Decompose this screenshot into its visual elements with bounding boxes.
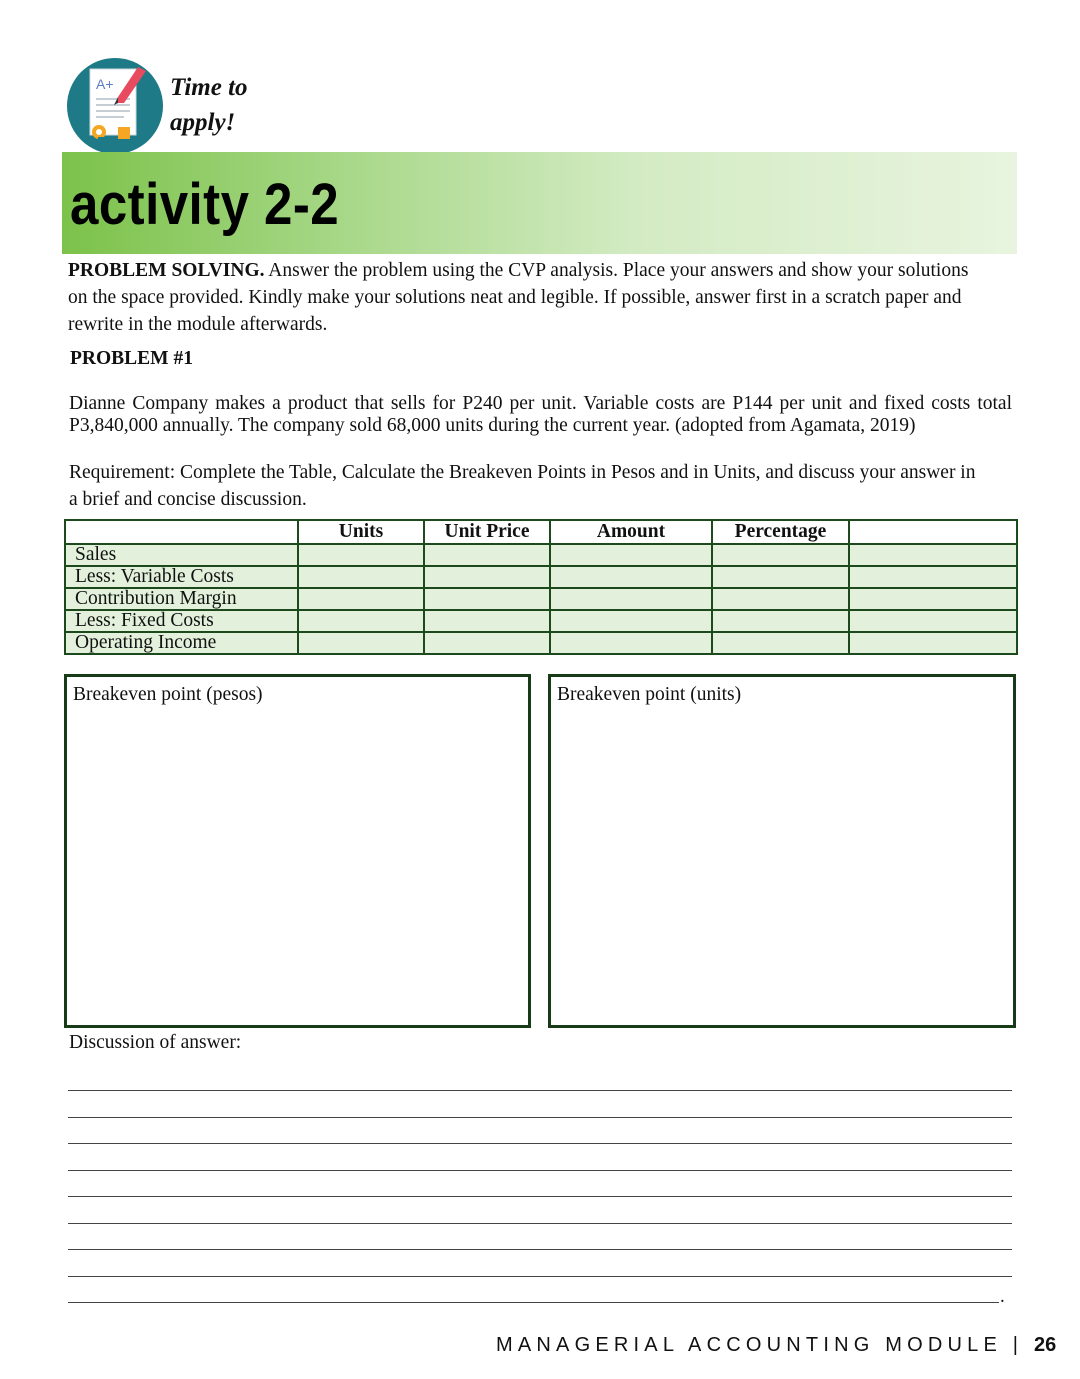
- answer-cell[interactable]: [298, 544, 424, 566]
- answer-cell[interactable]: [712, 588, 849, 610]
- discussion-line[interactable]: [68, 1223, 1012, 1224]
- answer-cell[interactable]: [424, 544, 550, 566]
- discussion-line[interactable]: [68, 1143, 1012, 1144]
- answer-cell[interactable]: [550, 588, 712, 610]
- table-row: [65, 588, 1017, 610]
- breakeven-pesos-box[interactable]: [64, 674, 531, 1028]
- answer-cell[interactable]: [424, 632, 550, 654]
- answer-cell[interactable]: [849, 632, 1017, 654]
- answer-cell[interactable]: [550, 566, 712, 588]
- row-label-variable-costs: Less: Variable Costs: [65, 566, 298, 588]
- table-header-unit-price: Unit Price: [424, 520, 550, 544]
- instructions-lead: PROBLEM SOLVING.: [68, 260, 265, 281]
- grade-mark: A+: [96, 76, 114, 92]
- breakeven-units-label: Breakeven point (units): [557, 684, 742, 705]
- answer-cell[interactable]: [849, 566, 1017, 588]
- table-header-amount: Amount: [550, 520, 712, 544]
- answer-cell[interactable]: [550, 632, 712, 654]
- row-label-sales: Sales: [65, 544, 298, 566]
- answer-cell[interactable]: [849, 588, 1017, 610]
- answer-cell[interactable]: [849, 544, 1017, 566]
- discussion-label: Discussion of answer:: [69, 1032, 242, 1053]
- discussion-line[interactable]: [68, 1117, 1012, 1118]
- footer-separator: |: [1002, 1334, 1034, 1356]
- table-row: [65, 610, 1017, 632]
- row-label-fixed-costs: Less: Fixed Costs: [65, 610, 298, 632]
- breakeven-pesos-label: Breakeven point (pesos): [73, 684, 263, 705]
- table-row: [65, 632, 1017, 654]
- answer-cell[interactable]: [712, 544, 849, 566]
- breakeven-units-box[interactable]: [548, 674, 1016, 1028]
- tagline: [170, 70, 248, 140]
- tagline-line1: Time to: [170, 74, 248, 101]
- problem-text: Dianne Company makes a product that sells for P240 per unit. Variable costs are P144 per unit and fixed costs total P3,840,000 annually. The company sold 68,000 units during the current year. (adopted from Agamata, 2019): [69, 393, 1012, 436]
- cvp-table: [64, 519, 1018, 655]
- answer-cell[interactable]: [424, 566, 550, 588]
- certificate-icon: [66, 57, 164, 155]
- table-header-units: Units: [298, 520, 424, 544]
- answer-cell[interactable]: [712, 632, 849, 654]
- answer-cell[interactable]: [550, 610, 712, 632]
- answer-cell[interactable]: [550, 544, 712, 566]
- discussion-line[interactable]: [68, 1276, 1012, 1277]
- table-header-row: [65, 520, 1017, 544]
- discussion-line[interactable]: [68, 1196, 1012, 1197]
- discussion-line[interactable]: [68, 1170, 1012, 1171]
- instructions: [68, 257, 980, 338]
- discussion-end-mark: .: [1000, 1286, 1005, 1307]
- discussion-line[interactable]: [68, 1249, 1012, 1250]
- row-label-operating-income: Operating Income: [65, 632, 298, 654]
- activity-banner: [62, 152, 1017, 254]
- answer-cell[interactable]: [298, 588, 424, 610]
- page-number: 26: [1033, 1334, 1057, 1356]
- discussion-line[interactable]: [68, 1090, 1012, 1091]
- instructions-text: Answer the problem using the CVP analysis. Place your answers and show your solutions on the space provided. Kindly make your solutions neat and legible. If possible, answer first in a scratch paper and rewrite in the module afterwards.: [68, 260, 969, 335]
- answer-cell[interactable]: [712, 610, 849, 632]
- answer-cell[interactable]: [298, 566, 424, 588]
- answer-cell[interactable]: [424, 610, 550, 632]
- answer-cell[interactable]: [298, 632, 424, 654]
- tagline-line2: apply!: [170, 109, 236, 136]
- footer-module: MANAGERIAL ACCOUNTING MODULE: [496, 1334, 1003, 1356]
- table-header-extra: [849, 520, 1017, 544]
- answer-cell[interactable]: [424, 588, 550, 610]
- row-label-contribution-margin: Contribution Margin: [65, 588, 298, 610]
- answer-cell[interactable]: [849, 610, 1017, 632]
- answer-cell[interactable]: [298, 610, 424, 632]
- table-header-percentage: Percentage: [712, 520, 849, 544]
- requirement-text: Requirement: Complete the Table, Calculate the Breakeven Points in Pesos and in Units, and discuss your answer in a brief and concise discussion.: [69, 462, 976, 510]
- problem-title: PROBLEM #1: [70, 348, 193, 369]
- discussion-line[interactable]: [68, 1302, 999, 1303]
- page-footer: [496, 1334, 1056, 1357]
- table-row: [65, 566, 1017, 588]
- table-header-label: [65, 520, 298, 544]
- table-row: [65, 544, 1017, 566]
- answer-cell[interactable]: [712, 566, 849, 588]
- activity-title: activity 2-2: [70, 172, 340, 237]
